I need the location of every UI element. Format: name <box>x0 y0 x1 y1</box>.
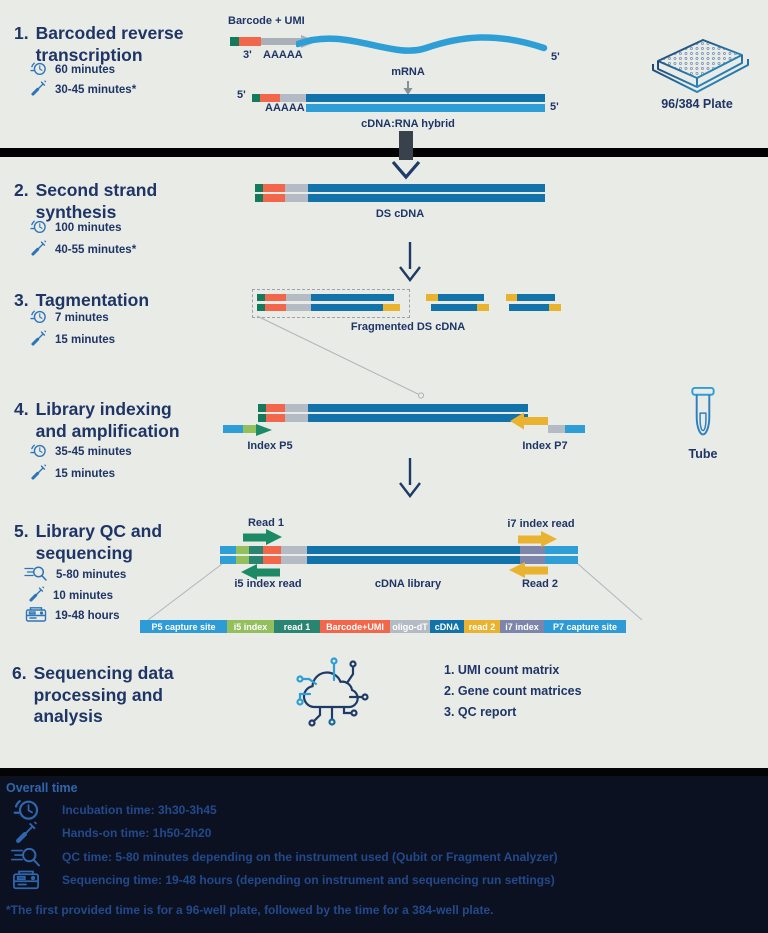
step5-handson-time <box>28 586 113 606</box>
sequencer-icon <box>25 606 47 626</box>
step3-incubation-time <box>30 308 109 328</box>
pipette-icon <box>30 464 47 484</box>
step3-time1-label: 7 minutes <box>55 312 109 324</box>
step4-handson-time <box>30 464 115 484</box>
legend-segment <box>500 620 544 633</box>
clock-icon <box>30 308 47 328</box>
bar-segment <box>263 184 285 192</box>
step1-handson-time <box>30 80 136 100</box>
bar-segment <box>308 414 528 422</box>
step5-sequencing-time <box>25 606 120 626</box>
legend-segment <box>544 620 626 633</box>
pipette-icon <box>30 80 47 100</box>
barcode-umi-label: Barcode + UMI <box>228 15 305 27</box>
bar-segment <box>286 294 311 301</box>
step3-title: Tagmentation <box>35 290 150 310</box>
step1-number: 1. <box>14 23 29 43</box>
library-structure-legend <box>140 620 626 633</box>
bar-segment <box>258 414 266 422</box>
fragment-segment <box>506 294 517 301</box>
step4-time2-label: 15 minutes <box>55 468 116 480</box>
legend-segment-label: read 1 <box>283 621 311 632</box>
bar-segment-adapter <box>383 304 400 311</box>
bar-segment <box>285 414 308 422</box>
divider-arrow-shaft <box>399 131 413 160</box>
step2-incubation-time <box>30 218 121 238</box>
footer-footnote: *The first provided time is for a 96-well plate, followed by the time for a 384-well plate. <box>6 903 494 917</box>
plate-label: 96/384 Plate <box>661 97 733 111</box>
qc-magnifier-icon <box>0 846 52 868</box>
step2-title: Second strand synthesis <box>35 180 158 222</box>
step4-heading <box>14 399 224 442</box>
step3-handson-time <box>30 330 115 350</box>
bar-segment <box>308 194 545 202</box>
bar-segment <box>260 94 280 102</box>
step2-time2-label: 40-55 minutes* <box>55 244 137 256</box>
polya-label: AAAAA <box>263 49 303 61</box>
bar-segment <box>285 194 308 202</box>
mrna-label: mRNA <box>391 66 425 78</box>
bar-segment <box>286 304 311 311</box>
bar-segment <box>308 404 528 412</box>
bar-segment <box>308 184 545 192</box>
footer-incubation-row <box>0 796 217 823</box>
cloud-network-icon <box>292 650 377 747</box>
read2-label: Read 2 <box>521 578 559 590</box>
legend-segment-label: P5 capture site <box>151 621 216 632</box>
clock-icon <box>0 796 52 823</box>
step3-time2-label: 15 minutes <box>55 334 116 346</box>
flow-arrow-icon <box>396 458 424 503</box>
footer-top-strip <box>0 768 768 776</box>
step5-time2-label: 10 minutes <box>53 590 114 602</box>
bar-segment-umi <box>239 37 261 46</box>
step1-title: Barcoded reverse transcription <box>35 23 184 65</box>
footer-sequencing-row <box>0 869 555 891</box>
step5-qc-time <box>24 565 126 585</box>
step6-heading <box>12 663 212 728</box>
step5-number: 5. <box>14 521 29 541</box>
bar-segment <box>311 304 383 311</box>
fragment-segment <box>517 294 555 301</box>
library-segment <box>307 546 520 554</box>
read1-label: Read 1 <box>247 517 285 529</box>
bar-segment-cdna <box>306 94 545 102</box>
library-segment <box>281 546 307 554</box>
output-qc-report: 3. QC report <box>444 705 517 719</box>
bar-segment-rna <box>306 104 545 112</box>
overall-time-footer <box>0 768 768 933</box>
step5-time3-label: 19-48 hours <box>55 610 120 622</box>
bar-segment <box>266 414 285 422</box>
legend-segment-label: P7 capture site <box>552 621 618 632</box>
step2-time1-label: 100 minutes <box>55 222 122 234</box>
i7-index-read-label: i7 index read <box>507 518 575 530</box>
divider-arrow-head <box>390 160 422 185</box>
p5-primer-segment <box>223 425 243 433</box>
step1-incubation-time <box>30 60 115 80</box>
bar-segment-barcode <box>230 37 239 46</box>
footer-qc-row <box>0 846 558 868</box>
ds-cdna-label: DS cDNA <box>375 208 425 220</box>
clock-icon <box>30 218 47 238</box>
bar-segment <box>285 404 308 412</box>
legend-segment-label: i7 index <box>505 621 539 632</box>
zoom-connector-line <box>250 312 432 407</box>
i7-read-arrow <box>518 531 558 552</box>
hybrid-polya-label: AAAAA <box>265 102 305 114</box>
step5-time1-label: 5-80 minutes <box>56 569 127 581</box>
bar-segment <box>285 184 308 192</box>
legend-segment <box>140 620 227 633</box>
step1-time2-label: 30-45 minutes* <box>55 84 137 96</box>
bar-segment <box>252 94 260 102</box>
footer-sequencing-text: Sequencing time: 19-48 hours (depending on instrument and sequencing run settings) <box>62 873 555 887</box>
output-umi-count-matrix: 1. UMI count matrix <box>444 663 560 677</box>
output-gene-count-matrices: 2. Gene count matrices <box>444 684 582 698</box>
bar-segment <box>255 194 263 202</box>
legend-connector-lines <box>130 560 650 629</box>
tube-icon <box>688 386 718 453</box>
pipette-icon <box>0 821 52 845</box>
pipette-icon <box>28 586 45 606</box>
step4-time1-label: 35-45 minutes <box>55 446 132 458</box>
fragment-segment <box>431 304 477 311</box>
legend-segment-label: Barcode+UMI <box>326 621 384 632</box>
legend-segment <box>430 620 464 633</box>
plate-icon <box>645 36 750 101</box>
five-prime-label: 5' <box>551 51 560 63</box>
mrna-wavy-line <box>296 30 548 67</box>
bar-segment <box>257 294 265 301</box>
three-prime-label: 3' <box>243 49 252 61</box>
footer-incubation-text: Incubation time: 3h30-3h45 <box>62 802 217 817</box>
p5-primer-arrow <box>256 423 272 441</box>
bar-segment <box>255 184 263 192</box>
clock-icon <box>30 60 47 80</box>
hybrid-five-left-label: 5' <box>237 89 246 101</box>
hybrid-label: cDNA:RNA hybrid <box>361 118 455 130</box>
footer-handson-row <box>0 821 211 845</box>
p7-primer-arrow <box>510 411 548 436</box>
step1-time1-label: 60 minutes <box>55 64 116 76</box>
step4-title: Library indexing and amplification <box>35 399 180 441</box>
bar-segment <box>266 404 285 412</box>
bar-segment <box>265 294 286 301</box>
p7-primer-segment <box>565 425 585 433</box>
bar-segment <box>265 304 286 311</box>
legend-segment <box>274 620 320 633</box>
tube-label: Tube <box>688 447 718 461</box>
pipette-icon <box>30 240 47 260</box>
step2-heading <box>14 180 204 223</box>
index-p5-label: Index P5 <box>247 440 293 452</box>
footer-heading: Overall time <box>6 781 78 795</box>
legend-segment-label: i5 index <box>233 621 268 632</box>
fragmented-ds-cdna-label: Fragmented DS cDNA <box>350 321 466 333</box>
bar-segment <box>280 94 306 102</box>
fragment-segment <box>426 294 438 301</box>
legend-segment <box>390 620 430 633</box>
read1-arrow <box>243 529 283 550</box>
i5-index-read-label: i5 index read <box>234 578 302 590</box>
bar-segment <box>258 404 266 412</box>
bar-segment <box>257 304 265 311</box>
footer-handson-text: Hands-on time: 1h50-2h20 <box>62 826 212 840</box>
fragment-segment <box>549 304 561 311</box>
legend-segment-label: read 2 <box>468 621 496 632</box>
fragment-segment <box>438 294 484 301</box>
flow-arrow-icon <box>396 242 424 287</box>
legend-segment <box>320 620 390 633</box>
legend-segment-label: cDNA <box>434 621 460 632</box>
step4-incubation-time <box>30 442 132 462</box>
bar-segment <box>311 294 394 301</box>
index-p7-label: Index P7 <box>522 440 568 452</box>
step2-number: 2. <box>14 180 29 200</box>
step2-handson-time <box>30 240 136 260</box>
bar-segment <box>263 194 285 202</box>
p5-primer-segment <box>243 425 256 433</box>
footer-qc-text: QC time: 5-80 minutes depending on the instrument used (Qubit or Fragment Analyzer) <box>62 850 558 864</box>
section-divider <box>0 148 768 157</box>
legend-segment <box>227 620 274 633</box>
fragment-segment <box>477 304 489 311</box>
pipette-icon <box>30 330 47 350</box>
qc-magnifier-icon <box>24 565 48 585</box>
step5-heading <box>14 521 204 564</box>
fragment-segment <box>509 304 549 311</box>
sequencer-icon <box>0 869 52 891</box>
library-segment <box>220 546 236 554</box>
p7-primer-segment <box>548 425 565 433</box>
step4-number: 4. <box>14 399 29 419</box>
legend-segment <box>464 620 500 633</box>
step6-title: Sequencing data processing and analysis <box>33 663 174 727</box>
step6-number: 6. <box>12 663 27 683</box>
legend-segment-label: oligo-dT <box>392 621 428 632</box>
cdna-library-label: cDNA library <box>374 578 442 590</box>
clock-icon <box>30 442 47 462</box>
step5-title: Library QC and sequencing <box>35 521 163 563</box>
step3-number: 3. <box>14 290 29 310</box>
hybrid-five-right-label: 5' <box>550 101 559 113</box>
